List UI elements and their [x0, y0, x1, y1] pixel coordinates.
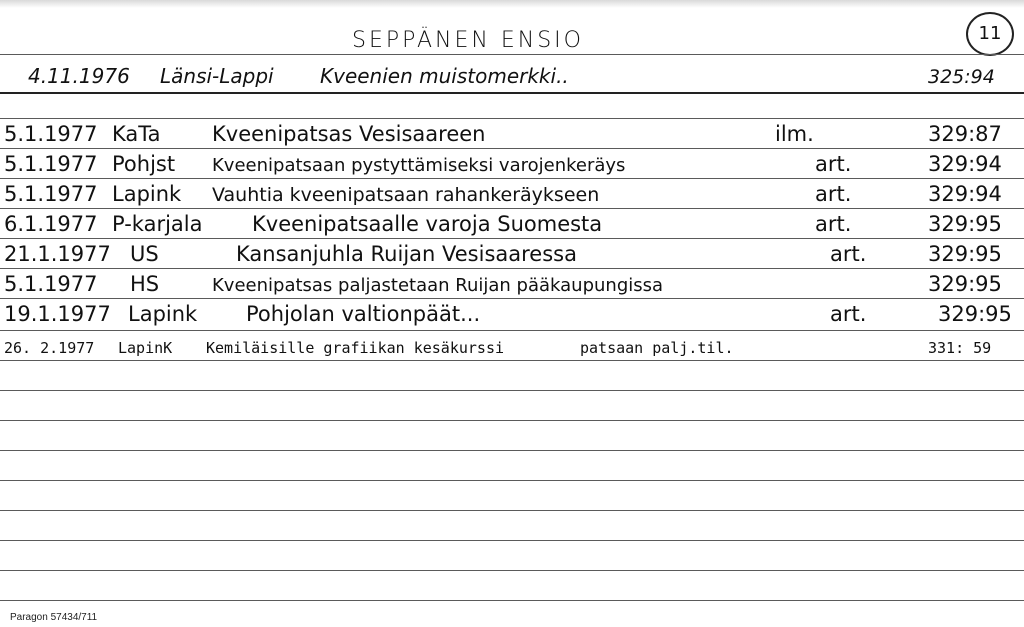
typed-entry-row — [0, 330, 1024, 360]
typed-entry-note: patsaan palj.til. — [580, 339, 734, 357]
entry-ref: 329:95 — [928, 212, 1002, 236]
entry-source: HS — [130, 272, 160, 296]
entry-row — [0, 268, 1024, 298]
entry-row — [0, 118, 1024, 148]
entry-type: art. — [830, 242, 867, 266]
ruled-line — [0, 360, 1024, 361]
entry-ref: 329:95 — [928, 242, 1002, 266]
entry-text: Kveenipatsas paljastetaan Ruijan pääkaupungissa — [212, 275, 664, 296]
typed-entry-date: 26. 2.1977 — [4, 339, 95, 357]
entry-date: 5.1.1977 — [4, 182, 98, 206]
entry-date: 5.1.1977 — [4, 152, 98, 176]
ruled-line — [0, 480, 1024, 481]
entry-ref: 329:95 — [928, 272, 1002, 296]
entry-text: Vauhtia kveenipatsaan rahankeräykseen — [212, 184, 600, 206]
entry-row — [0, 208, 1024, 238]
entry-source: P-karjala — [112, 212, 203, 236]
entry-type: ilm. — [775, 122, 814, 146]
card-top-edge — [0, 0, 1024, 8]
entry-date: 19.1.1977 — [4, 302, 111, 326]
typed-entry-text: Kemiläisille grafiikan kesäkurssi — [206, 339, 505, 357]
ruled-line — [0, 420, 1024, 421]
entry-date: 5.1.1977 — [4, 122, 98, 146]
entry-text: Kansanjuhla Ruijan Vesisaaressa — [236, 242, 577, 266]
card-number-badge: 11 — [966, 12, 1014, 56]
card-title: SEPPÄNEN ENSIO — [352, 28, 584, 53]
header-date: 4.11.1976 — [28, 64, 130, 88]
entry-date: 5.1.1977 — [4, 272, 98, 296]
ruled-line — [0, 600, 1024, 601]
entry-ref: 329:94 — [928, 152, 1002, 176]
ruled-line — [0, 92, 1024, 94]
entry-text: Kveenipatsas Vesisaareen — [212, 122, 486, 146]
header-entry-row — [0, 60, 1024, 90]
typed-entry-ref: 331: 59 — [928, 339, 992, 357]
entry-ref: 329:87 — [928, 122, 1002, 146]
header-ref: 325:94 — [928, 66, 995, 88]
entry-ref: 329:94 — [928, 182, 1002, 206]
entry-type: art. — [815, 182, 852, 206]
entry-row — [0, 148, 1024, 178]
header-source: Länsi-Lappi — [160, 64, 274, 88]
entry-ref: 329:95 — [938, 302, 1012, 326]
header-text: Kveenien muistomerkki.. — [320, 64, 569, 88]
entry-text: Kveenipatsaan pystyttämiseksi varojenkeräys — [212, 155, 626, 176]
ruled-line — [0, 450, 1024, 451]
entry-type: art. — [830, 302, 867, 326]
entry-source: Pohjst — [112, 152, 176, 176]
entry-text: Kveenipatsaalle varoja Suomesta — [252, 212, 603, 236]
entry-row — [0, 178, 1024, 208]
entry-source: KaTa — [112, 122, 161, 146]
entry-type: art. — [815, 212, 852, 236]
ruled-line — [0, 570, 1024, 571]
ruled-line — [0, 390, 1024, 391]
entry-text: Pohjolan valtionpäät... — [246, 302, 481, 326]
entry-type: art. — [815, 152, 852, 176]
entry-date: 21.1.1977 — [4, 242, 111, 266]
entry-source: Lapink — [112, 182, 182, 206]
entry-source: US — [130, 242, 159, 266]
ruled-line — [0, 510, 1024, 511]
ruled-line — [0, 54, 1024, 55]
entry-source: Lapink — [128, 302, 198, 326]
card-footer-print: Paragon 57434/711 — [10, 612, 98, 623]
entry-row — [0, 298, 1024, 328]
typed-entry-source: LapinK — [118, 339, 173, 357]
entry-row — [0, 238, 1024, 268]
ruled-line — [0, 540, 1024, 541]
entry-date: 6.1.1977 — [4, 212, 98, 236]
